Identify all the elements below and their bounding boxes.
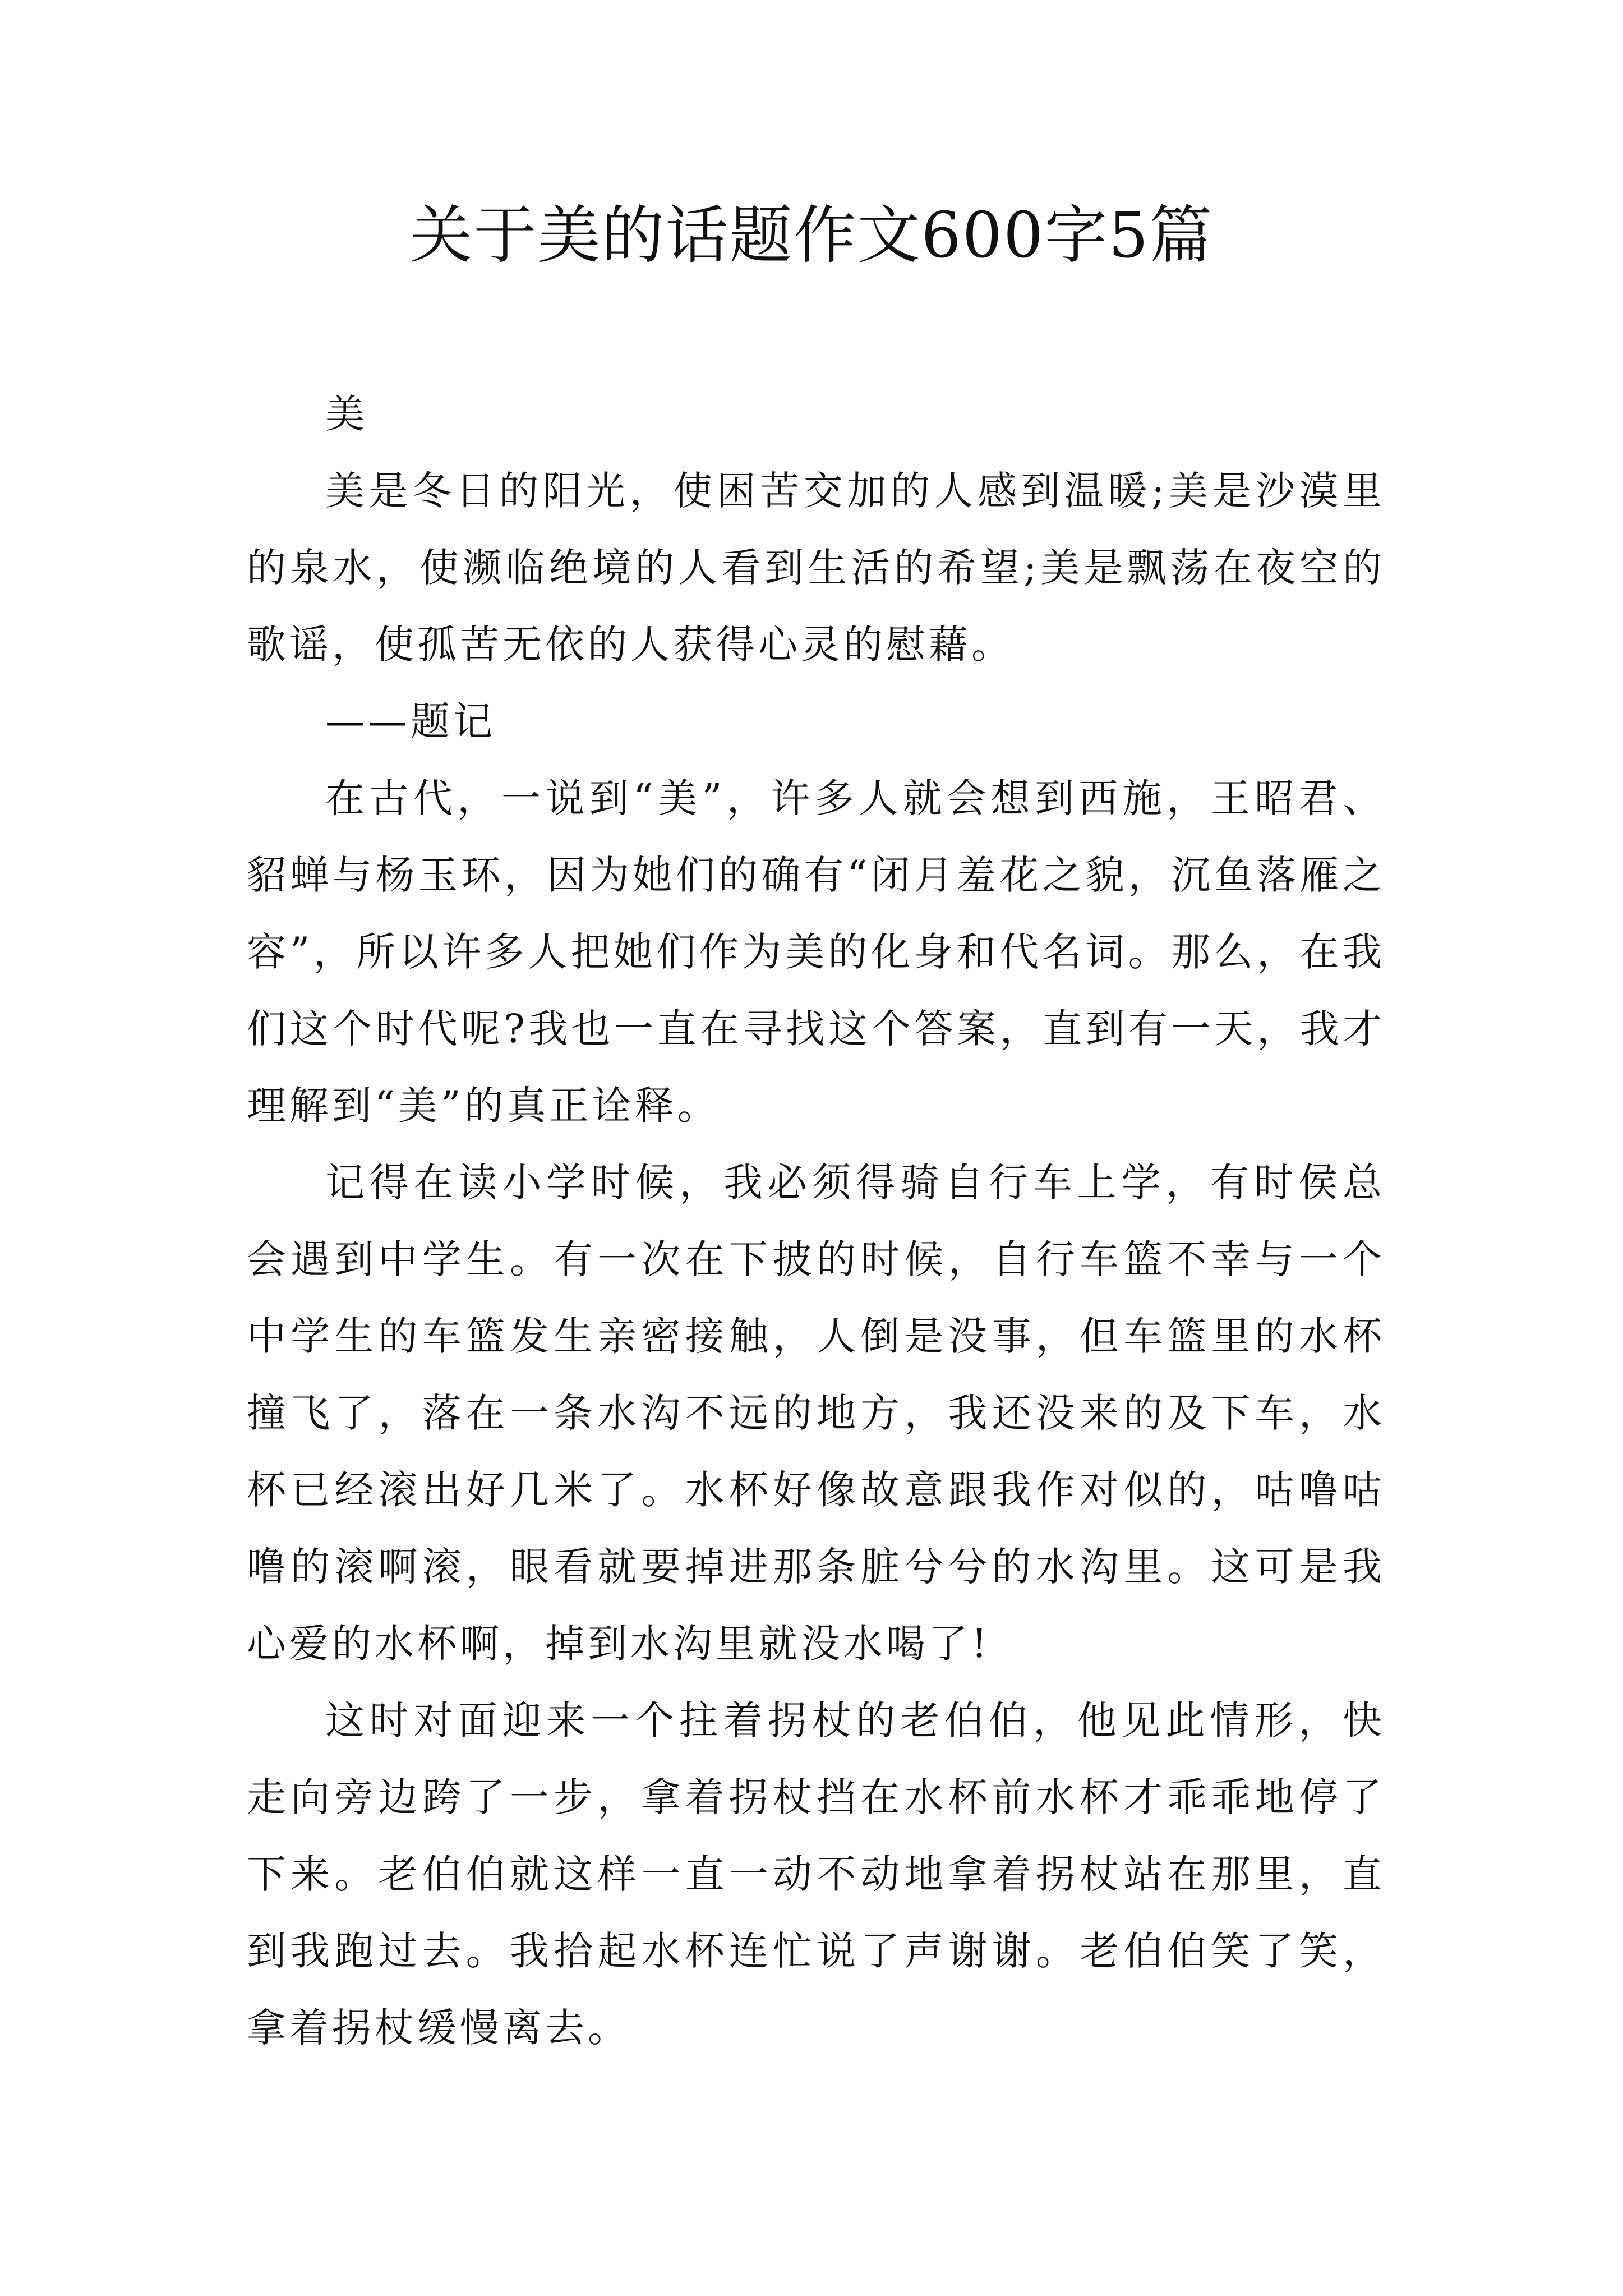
paragraph: 这时对面迎来一个拄着拐杖的老伯伯，他见此情形，快走向旁边跨了一步，拿着拐杖挡在水杯前水杯才乖乖地停了下来。老伯伯就这样一直一动不动地拿着拐杖站在那里，直到我跑过去。我拾起水杯连忙说了声谢谢。老伯伯笑了笑，拿着拐杖缓慢离去。 (247, 1697, 1385, 2051)
paragraph-heading: 美 (325, 391, 368, 437)
document-body (247, 376, 1385, 2067)
paragraph: 记得在读小学时候，我必须得骑自行车上学，有时侯总会遇到中学生。有一次在下披的时候，自行车篮不幸与一个中学生的车篮发生亲密接触，人倒是没事，但车篮里的水杯撞飞了，落在一条水沟不远的地方，我还没来的及下车，水杯已经滚出好几米了。水杯好像故意跟我作对似的，咕噜咕噜的滚啊滚，眼看就要掉进那条脏兮兮的水沟里。这可是我心爱的水杯啊，掉到水沟里就没水喝了! (247, 1159, 1385, 1667)
paragraph-epigraph: 美是冬日的阳光，使困苦交加的人感到温暖;美是沙漠里的泉水，使濒临绝境的人看到生活的希望;美是飘荡在夜空的歌谣，使孤苦无依的人获得心灵的慰藉。 (247, 468, 1385, 668)
paragraph: 在古代，一说到“美”，许多人就会想到西施，王昭君、貂蝉与杨玉环，因为她们的确有“闭月羞花之貌，沉鱼落雁之容”，所以许多人把她们作为美的化身和代名词。那么，在我们这个时代呢?我也一直在寻找这个答案，直到有一天，我才理解到“美”的真正诠释。 (247, 775, 1385, 1129)
document-title: 关于美的话题作文600字5篇 (409, 199, 1214, 272)
paragraph-epigraph-attribution: ——题记 (325, 698, 496, 744)
